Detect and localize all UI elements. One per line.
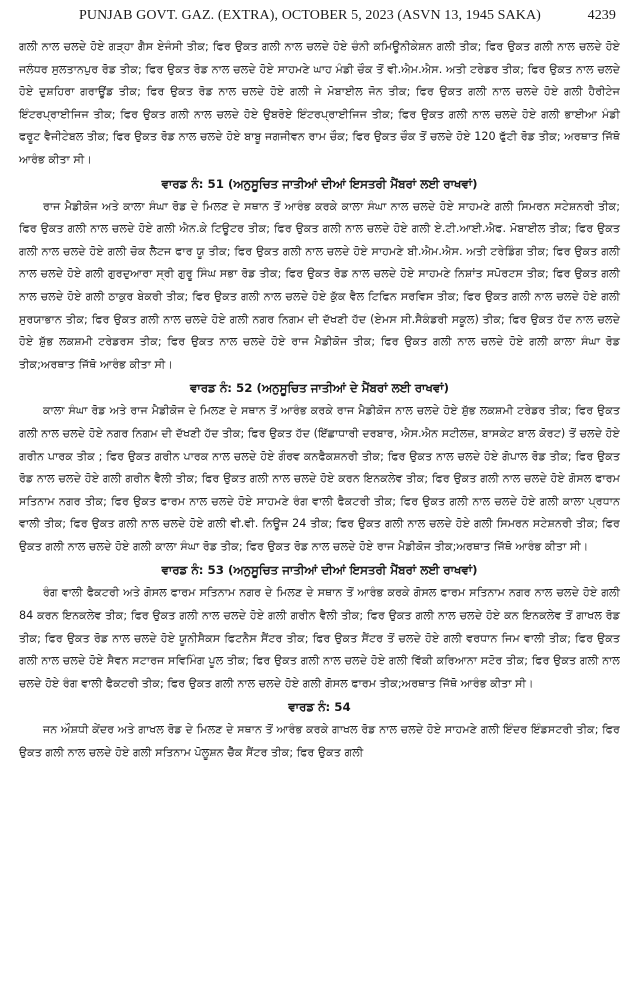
continuation-paragraph: ਗਲੀ ਨਾਲ ਚਲਦੇ ਹੋਏ ਗੜ੍ਹਾ ਗੈਸ ਏਜੰਸੀ ਤੀਕ; ਫਿਰ ਉਕਤ ਗਲੀ ਨਾਲ ਚਲਦੇ ਹੋਏ ਚੰਨੀ ਕਮਿਊਨੀਕੇਸ਼ਨ ਗਲੀ ਤੀਕ; ਫਿਰ ਉਕਤ ਗਲੀ ਨਾਲ ਚਲਦੇ ਹੋਏ ਜਲੰਧਰ ਸੁਲਤਾਨਪੁਰ ਰੋਡ ਤੀਕ; ਫਿਰ ਉਕਤ ਰੋਡ ਨਾਲ ਚਲਦੇ ਹੋਏ ਸਾਹਮਣੇ ਘਾਹ ਮੰਡੀ ਚੌਕ ਤੋਂ ਵੀ.ਐਮ.ਐਸ. ਅਤੀ ਟਰੇਡਰ ਤੀਕ; ਫਿਰ ਉਕਤ ਨਾਲ ਚਲਦੇ ਹੋਏ ਦੁਸ਼ਹਿਰਾ ਗਰਾਊਂਡ ਤੀਕ; ਫਿਰ ਉਕਤ ਰੋਡ ਨਾਲ ਚਲਦੇ ਹੋਏ ਗਲੀ ਜੇ ਮੋਬਾਈਲ ਜੋਨ ਤੀਕ; ਫਿਰ ਉਕਤ ਗਲੀ ਨਾਲ ਚਲਦੇ ਹੋਏ ਗਲੀ ਹੈਰੀਟੇਜ ਇੰਟਰਪ੍ਰਾਈਜਿਜ ਤੀਕ; ਫਿਰ ਉਕਤ ਗਲੀ ਨਾਲ ਚਲਦੇ ਹੋਏ ਉਬਰੋਏ ਇੰਟਰਪ੍ਰਾਈਜਿਜ ਤੀਕ; ਫਿਰ ਉਕਤ ਗਲੀ ਨਾਲ ਚਲਦੇ ਹੋਏ ਗਲੀ ਭਾਈਆ ਮੰਡੀ ਫਰੂਟ ਵੈਜੀਟੇਬਲ ਤੀਕ; ਫਿਰ ਉਕਤ ਰੋਡ ਨਾਲ ਚਲਦੇ ਹੋਏ ਬਾਬੂ ਜਗਜੀਵਨ ਰਾਮ ਚੌਕ; ਫਿਰ ਉਕਤ ਚੌਕ ਤੋਂ ਚਲਦੇ ਹੋਏ 120 ਫੁੱਟੀ ਰੋਡ ਤੀਕ; ਅਰਥਾਤ ਜਿੱਥੋ ਆਰੰਭ ਕੀਤਾ ਸੀ। <box>19 40 620 166</box>
ward-53-heading: ਵਾਰਡ ਨੰ: 53 (ਅਨੁਸੂਚਿਤ ਜਾਤੀਆਂ ਦੀਆਂ ਇਸਤਰੀ ਮੈਂਬਰਾਂ ਲਈ ਰਾਖਵਾਂ) <box>161 563 478 578</box>
gazette-title: PUNJAB GOVT. GAZ. (EXTRA), OCTOBER 5, 2023 (ASVN 13, 1945 SAKA) <box>79 8 541 23</box>
page-body <box>19 36 620 765</box>
page-header <box>19 8 620 30</box>
ward-51-heading: ਵਾਰਡ ਨੰ: 51 (ਅਨੁਸੂਚਿਤ ਜਾਤੀਆਂ ਦੀਆਂ ਇਸਤਰੀ ਮੈਂਬਰਾਂ ਲਈ ਰਾਖਵਾਂ) <box>161 176 478 191</box>
ward-54-heading: ਵਾਰਡ ਨੰ: 54 <box>288 700 351 715</box>
ward-54-description: ਜਨ ਔਸ਼ਧੀ ਕੇਂਦਰ ਅਤੇ ਗਾਖਲ ਰੋਡ ਦੇ ਮਿਲਣ ਦੇ ਸਥਾਨ ਤੋਂ ਆਰੰਭ ਕਰਕੇ ਗਾਖਲ ਰੋਡ ਨਾਲ ਚਲਦੇ ਹੋਏ ਸਾਹਮਣੇ ਗਲੀ ਇੰਦਰ ਇੰਡਸਟਰੀ ਤੀਕ; ਫਿਰ ਉਕਤ ਗਲੀ ਨਾਲ ਚਲਦੇ ਹੋਏ ਗਲੀ ਸਤਿਨਾਮ ਪੋਲੂਸ਼ਨ ਚੈੱਕ ਸੈਂਟਰ ਤੀਕ; ਫਿਰ ਉਕਤ ਗਲੀ <box>19 723 620 760</box>
page-number: 4239 <box>587 8 616 23</box>
ward-51-description: ਰਾਜ ਮੈਡੀਕੋਜ ਅਤੇ ਕਾਲਾ ਸੰਘਾ ਰੋਡ ਦੇ ਮਿਲਣ ਦੇ ਸਥਾਨ ਤੋਂ ਆਰੰਭ ਕਰਕੇ ਕਾਲਾ ਸੰਘਾ ਨਾਲ ਚਲਦੇ ਹੋਏ ਸਾਹਮਣੇ ਗਲੀ ਸਿਮਰਨ ਸਟੇਸ਼ਨਰੀ ਤੀਕ; ਫਿਰ ਉਕਤ ਗਲੀ ਨਾਲ ਚਲਦੇ ਹੋਏ ਗਲੀ ਐਨ.ਕੇ ਟਿਊਟਰ ਤੀਕ; ਫਿਰ ਉਕਤ ਗਲੀ ਨਾਲ ਚਲਦੇ ਹੋਏ ਗਲੀ ਏ.ਟੀ.ਆਈ.ਐਫ. ਮੋਬਾਈਲ ਤੀਕ; ਫਿਰ ਉਕਤ ਗਲੀ ਨਾਲ ਚਲਦੇ ਹੋਏ ਗਲੀ ਚੋਕ ਲੈਟਜ ਫਾਰ ਯੂ ਤੀਕ; ਫਿਰ ਉਕਤ ਗਲੀ ਨਾਲ ਚਲਦੇ ਹੋਏ ਸਾਹਮਣੇ ਬੀ.ਐਮ.ਐਸ. ਅਤੀ ਟਰੇਡਿੰਗ ਤੀਕ; ਫਿਰ ਉਕਤ ਗਲੀ ਨਾਲ ਚਲਦੇ ਹੋਏ ਗਲੀ ਗੁਰਦੁਆਰਾ ਸ੍ਰੀ ਗੁਰੂ ਸਿੰਘ ਸਭਾ ਰੋਡ ਤੀਕ; ਫਿਰ ਉਕਤ ਰੋਡ ਨਾਲ ਚਲਦੇ ਹੋਏ ਸਾਹਮਣੇ ਨਿਸ਼ਾਂਤ ਸਪੋਰਟਸ ਤੀਕ; ਫਿਰ ਉਕਤ ਗਲੀ ਨਾਲ ਚਲਦੇ ਹੋਏ ਗਲੀ ਠਾਕੁਰ ਬੇਕਰੀ ਤੀਕ; ਫਿਰ ਉਕਤ ਗਲੀ ਨਾਲ ਚਲਦੇ ਹੋਏ ਕੁੱਕ ਵੈਲ ਟਿਫਿਨ ਸਰਵਿਸ ਤੀਕ; ਫਿਰ ਉਕਤ ਗਲੀ ਨਾਲ ਚਲਦੇ ਹੋਏ ਗਲੀ ਸੁਰਯਾਭਾਨ ਤੀਕ; ਫਿਰ ਉਕਤ ਗਲੀ ਨਾਲ ਚਲਦੇ ਹੋਏ ਗਲੀ ਨਗਰ ਨਿਗਮ ਦੀ ਦੱਖਣੀ ਹੱਦ (ਏਮਸ ਸੀ.ਸੈਕੰਡਰੀ ਸਕੂਲ) ਤੀਕ; ਫਿਰ ਉਕਤ ਹੱਦ ਨਾਲ ਚਲਦੇ ਹੋਏ ਸ਼ੁੱਭ ਲਕਸ਼ਮੀ ਟਰੇਡਰਸ ਤੀਕ; ਫਿਰ ਉਕਤ ਨਾਲ ਚਲਦੇ ਹੋਏ ਰਾਜ ਮੈਡੀਕੋਜ ਤੀਕ; ਫਿਰ ਉਕਤ ਗਲੀ ਨਾਲ ਚਲਦੇ ਹੋਏ ਗਲੀ ਕਾਲਾ ਸੰਘਾ ਰੋਡ ਤੀਕ;ਅਰਥਾਤ ਜਿੱਥੋ ਆਰੰਭ ਕੀਤਾ ਸੀ। <box>19 199 620 371</box>
ward-52-heading: ਵਾਰਡ ਨੰ: 52 (ਅਨੁਸੂਚਿਤ ਜਾਤੀਆਂ ਦੇ ਮੈਂਬਰਾਂ ਲਈ ਰਾਖਵਾਂ) <box>189 381 449 396</box>
ward-52-description: ਕਾਲਾ ਸੰਘਾ ਰੋਡ ਅਤੇ ਰਾਜ ਮੈਡੀਕੋਜ ਦੇ ਮਿਲਣ ਦੇ ਸਥਾਨ ਤੋਂ ਆਰੰਭ ਕਰਕੇ ਰਾਜ ਮੈਡੀਕੋਜ ਨਾਲ ਚਲਦੇ ਹੋਏ ਸ਼ੁੱਭ ਲਕਸ਼ਮੀ ਟਰੇਡਰ ਤੀਕ; ਫਿਰ ਉਕਤ ਗਲੀ ਨਾਲ ਚਲਦੇ ਹੋਏ ਨਗਰ ਨਿਗਮ ਦੀ ਦੱਖਣੀ ਹੱਦ ਤੀਕ; ਫਿਰ ਉਕਤ ਹੱਦ (ਇੱਛਾਧਾਰੀ ਦਰਬਾਰ, ਐਸ.ਐਨ ਸਟੀਲਜ਼, ਬਾਸਕੇਟ ਬਾਲ ਕੋਰਟ) ਤੋਂ ਚਲਦੇ ਹੋਏ ਗਰੀਨ ਪਾਰਕ ਤੀਕ ; ਫਿਰ ਉਕਤ ਗਰੀਨ ਪਾਰਕ ਨਾਲ ਚਲਦੇ ਹੋਏ ਗੌਰਵ ਕਨਫੈਕਸ਼ਨਰੀ ਤੀਕ; ਫਿਰ ਉਕਤ ਨਾਲ ਚਲਦੇ ਹੋਏ ਗੋਪਾਲ ਰੋਡ ਤੀਕ; ਫਿਰ ਉਕਤ ਰੋਡ ਨਾਲ ਚਲਦੇ ਹੋਏ ਗਲੀ ਗਰੀਨ ਵੈਲੀ ਤੀਕ; ਫਿਰ ਉਕਤ ਗਲੀ ਨਾਲ ਚਲਦੇ ਹੋਏ ਕਰਨ ਇਨਕਲੇਵ ਤੀਕ; ਫਿਰ ਉਕਤ ਗਲੀ ਨਾਲ ਚਲਦੇ ਹੋਏ ਗੋਸਲ ਫਾਰਮ ਸਤਿਨਾਮ ਨਗਰ ਤੀਕ; ਫਿਰ ਉਕਤ ਫਾਰਮ ਨਾਲ ਚਲਦੇ ਹੋਏ ਸਾਹਮਣੇ ਰੰਗ ਵਾਲੀ ਫੈਕਟਰੀ ਤੀਕ; ਫਿਰ ਉਕਤ ਗਲੀ ਨਾਲ ਚਲਦੇ ਹੋਏ ਗਲੀ ਕਾਲਾ ਪ੍ਰਧਾਨ ਵਾਲੀ ਤੀਕ; ਫਿਰ ਉਕਤ ਗਲੀ ਨਾਲ ਚਲਦੇ ਹੋਏ ਗਲੀ ਵੀ.ਵੀ. ਨਿਊਜ 24 ਤੀਕ; ਫਿਰ ਉਕਤ ਗਲੀ ਨਾਲ ਚਲਦੇ ਹੋਏ ਗਲੀ ਸਿਮਰਨ ਸਟੇਸ਼ਨਰੀ ਤੀਕ; ਫਿਰ ਉਕਤ ਗਲੀ ਨਾਲ ਚਲਦੇ ਹੋਏ ਗਲੀ ਕਾਲਾ ਸੰਘਾ ਰੋਡ ਤੀਕ; ਫਿਰ ਉਕਤ ਰੋਡ ਨਾਲ ਚਲਦੇ ਹੋਏ ਰਾਜ ਮੈਡੀਕੋਜ ਤੀਕ;ਅਰਥਾਤ ਜਿੱਥੋ ਆਰੰਭ ਕੀਤਾ ਸੀ। <box>19 404 620 553</box>
ward-53-description: ਰੰਗ ਵਾਲੀ ਫੈਕਟਰੀ ਅਤੇ ਗੋਸਲ ਫਾਰਮ ਸਤਿਨਾਮ ਨਗਰ ਦੇ ਮਿਲਣ ਦੇ ਸਥਾਨ ਤੋਂ ਆਰੰਭ ਕਰਕੇ ਗੋਸਲ ਫਾਰਮ ਸਤਿਨਾਮ ਨਗਰ ਨਾਲ ਚਲਦੇ ਹੋਏ ਗਲੀ 84 ਕਰਨ ਇਨਕਲੇਵ ਤੀਕ; ਫਿਰ ਉਕਤ ਗਲੀ ਨਾਲ ਚਲਦੇ ਹੋਏ ਗਲੀ ਗਰੀਨ ਵੈਲੀ ਤੀਕ; ਫਿਰ ਉਕਤ ਗਲੀ ਨਾਲ ਚਲਦੇ ਹੋਏ ਕਨ ਇਨਕਲੇਵ ਤੋਂ ਗਾਖਲ ਰੋਡ ਤੀਕ; ਫਿਰ ਉਕਤ ਰੋਡ ਨਾਲ ਚਲਦੇ ਹੋਏ ਯੂਨੀਸੈਕਸ ਫਿਟਨੈਸ ਸੈਂਟਰ ਤੀਕ; ਫਿਰ ਉਕਤ ਸੈਂਟਰ ਤੋਂ ਚਲਦੇ ਹੋਏ ਗਲੀ ਵਰਧਾਨ ਜਿਮ ਵਾਲੀ ਤੀਕ; ਫਿਰ ਉਕਤ ਗਲੀ ਨਾਲ ਚਲਦੇ ਹੋਏ ਸੈਵਨ ਸਟਾਰਜ ਸਵਿਮਿੰਗ ਪੂਲ ਤੀਕ; ਫਿਰ ਉਕਤ ਗਲੀ ਨਾਲ ਚਲਦੇ ਹੋਏ ਗਲੀ ਵਿੱਕੀ ਕਰਿਆਨਾ ਸਟੋਰ ਤੀਕ; ਫਿਰ ਉਕਤ ਗਲੀ ਨਾਲ ਚਲਦੇ ਹੋਏ ਰੰਗ ਵਾਲੀ ਫੈਕਟਰੀ ਤੀਕ; ਫਿਰ ਉਕਤ ਗਲੀ ਨਾਲ ਚਲਦੇ ਹੋਏ ਗਲੀ ਗੋਸਲ ਫਾਰਮ ਤੀਕ;ਅਰਥਾਤ ਜਿੱਥੋ ਆਰੰਭ ਕੀਤਾ ਸੀ। <box>19 586 620 690</box>
